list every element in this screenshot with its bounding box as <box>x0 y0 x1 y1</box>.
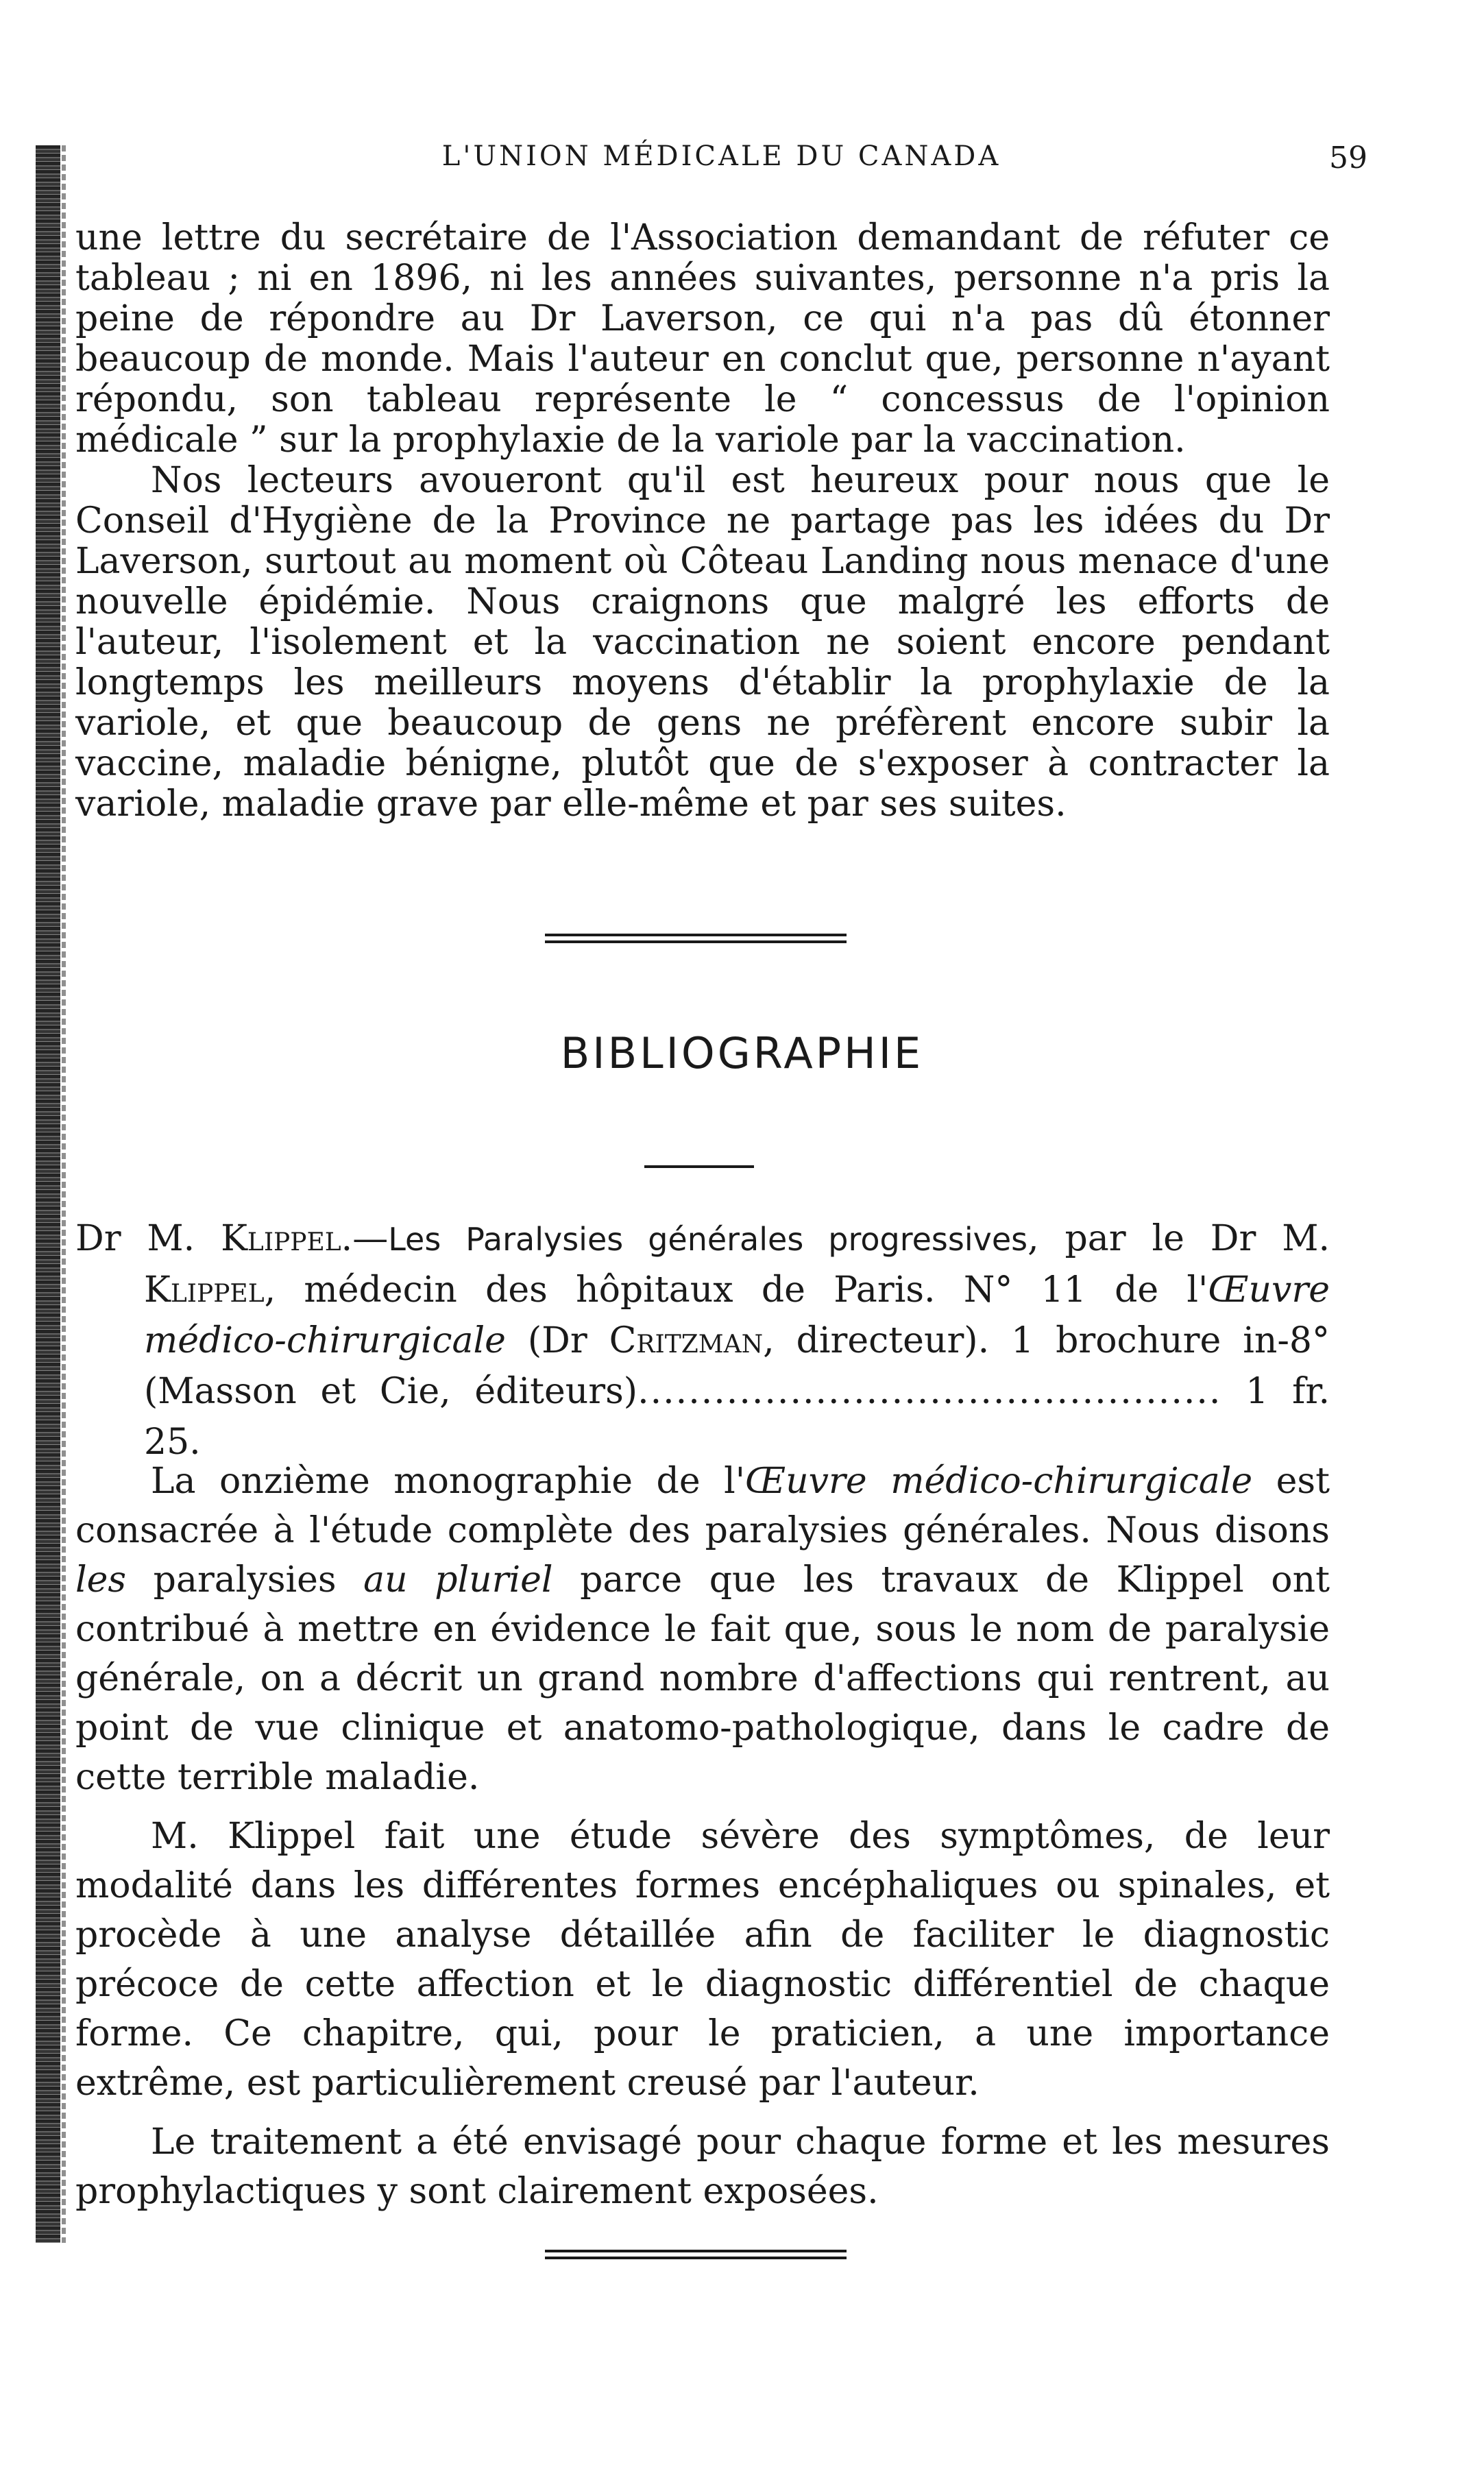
bib-citation <box>75 1213 1330 1468</box>
end-divider <box>545 2250 847 2259</box>
section-heading: BIBLIOGRAPHIE <box>560 1028 924 1078</box>
bib-director-prefix: (Dr <box>505 1320 609 1361</box>
review-paragraph: Le traitement a été envisagé pour chaque forme et les mesures prophylactiques y sont clairement exposées. <box>75 2122 1330 2212</box>
review-paragraph <box>75 1457 1330 1802</box>
bib-affiliation: , médecin des hôpitaux de Paris. N° 11 de l' <box>264 1269 1208 1311</box>
intro-paragraph: une lettre du secrétaire de l'Association demandant de réfuter ce tableau ; ni en 1896, ni les années suivantes, personne n'a pris la peine de répondre au Dr Laverson, ce qui n'a pas dû étonner beaucoup de monde. Mais l'auteur en conclut que, personne n'ayant répondu, son tableau représente le “ concessus de l'opinion médicale ” sur la prophylaxie de la variole par la vaccination. <box>75 217 1330 461</box>
binding-shadow <box>62 145 66 2243</box>
bib-director-suffix: , directeur). 1 brochure in-8° (Masson et Cie, éditeurs) <box>144 1320 1330 1412</box>
page-header <box>75 141 1367 182</box>
bib-author: Klippel <box>221 1218 341 1259</box>
bib-author-prefix: Dr M. <box>75 1218 221 1259</box>
binding-edge <box>36 145 60 2243</box>
review-text-run: parce que les travaux de Klippel ont contribué à mettre en évidence le fait que, sous le nom de paralysie générale, on a décrit un grand nombre d'affections qui rentrent, au point de vue clinique et anatomo-pathologique, dans le cadre de cette terrible maladie. <box>75 1559 1330 1798</box>
review-italic-run: Œuvre médico-chirurgicale <box>745 1461 1253 1502</box>
review-text-run: paralysies <box>126 1559 364 1601</box>
bib-price: 1 fr. 25. <box>144 1371 1330 1463</box>
review-text-run: La onzième monographie de l' <box>151 1461 746 1502</box>
bib-title: Les Paralysies générales progressives <box>388 1221 1028 1258</box>
review-paragraph: M. Klippel fait une étude sévère des symptômes, de leur modalité dans les différentes formes encéphaliques ou spinales, et procède à une analyse détaillée afin de faciliter le diagnostic précoce de cette affection et le diagnostic différentiel de chaque forme. Ce chapitre, qui, pour le praticien, a une importance extrême, est particulièrement creusé par l'auteur. <box>75 1816 1330 2104</box>
review-italic-run: au pluriel <box>363 1559 553 1601</box>
heading-rule <box>644 1165 754 1168</box>
intro-paragraph: Nos lecteurs avoueront qu'il est heureux pour nous que le Conseil d'Hygiène de la Province ne partage pas les idées du Dr Laverson, surtout au moment où Côteau Landing nous menace d'une nouvelle épidémie. Nous craignons que malgré les efforts de l'auteur, l'isolement et la vaccination ne soient encore pendant longtemps les meilleurs moyens d'établir la prophylaxie de la variole, et que beaucoup de gens ne préfèrent encore subir la vaccine, maladie bénigne, plutôt que de s'exposer à contracter la variole, maladie grave par elle-même et par ses suites. <box>75 460 1330 825</box>
review-italic-run: les <box>75 1559 127 1601</box>
bib-director: Critzman <box>609 1320 764 1361</box>
page-number: 59 <box>1329 141 1367 175</box>
bib-by: , par le Dr M. <box>1027 1218 1330 1259</box>
bibliography-entry <box>75 1213 1330 1468</box>
bib-by-name: Klippel <box>144 1269 265 1311</box>
bib-leader-dots: .............................................. <box>637 1371 1222 1412</box>
bib-series-title: Œuvre médico-chirurgicale <box>144 1269 1330 1361</box>
intro-text <box>75 218 1330 825</box>
bib-separator: .— <box>341 1218 389 1259</box>
section-divider <box>545 934 847 943</box>
running-title: L'UNION MÉDICALE DU CANADA <box>441 141 1001 172</box>
review-text-run: est consacrée à l'étude complète des paralysies générales. Nous disons <box>75 1461 1330 1551</box>
review-text <box>75 1457 1330 2226</box>
